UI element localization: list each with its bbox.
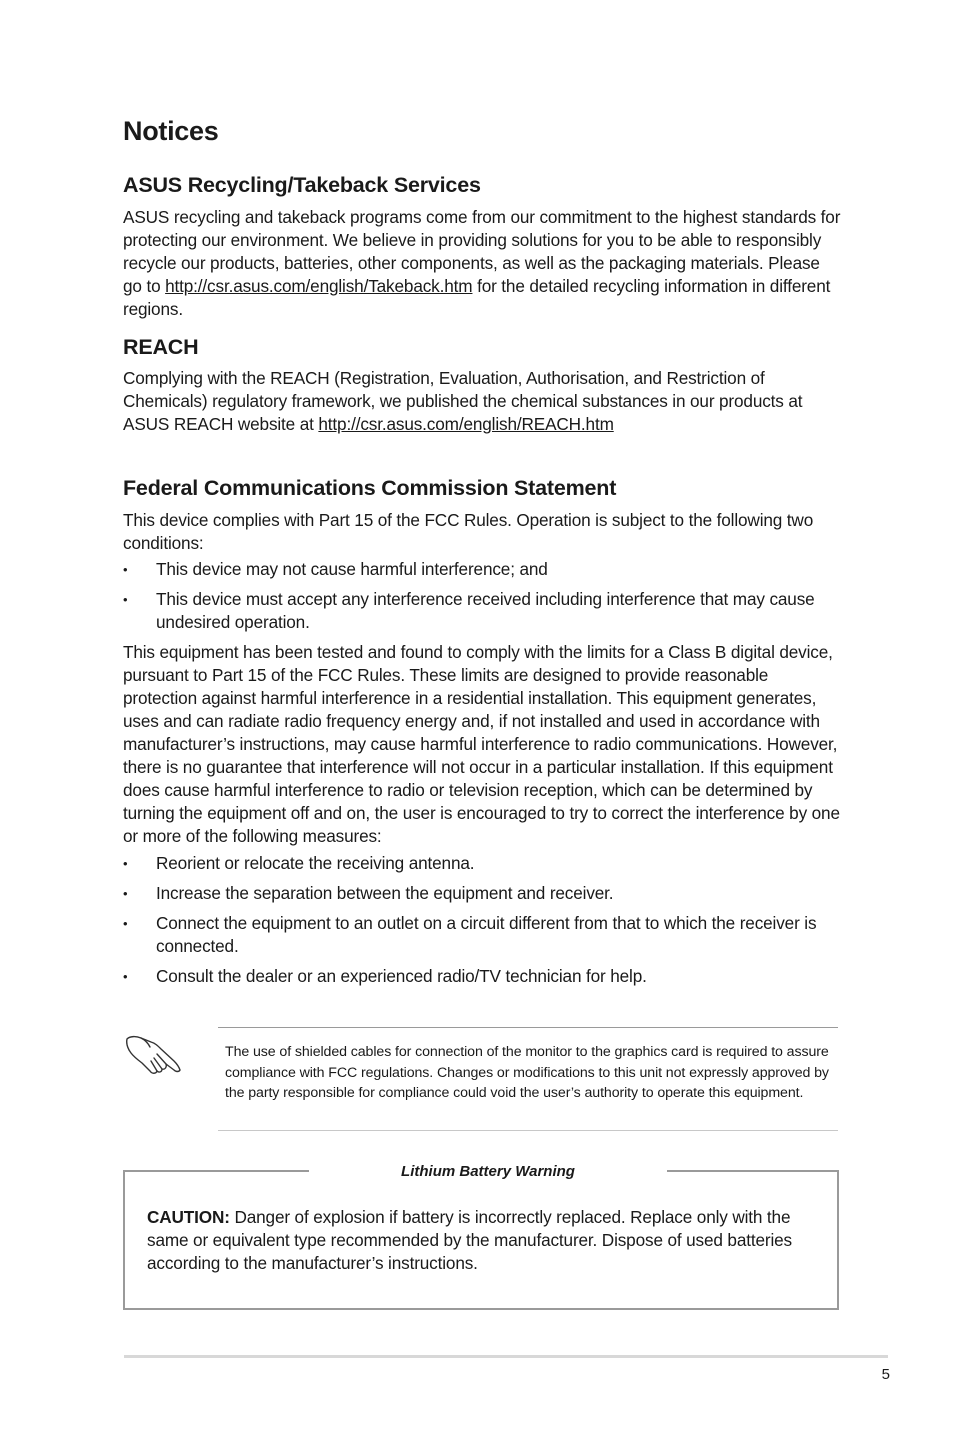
reach-link[interactable]: http://csr.asus.com/english/REACH.htm bbox=[318, 414, 614, 434]
bullet-glyph: • bbox=[123, 916, 128, 931]
page-title: Notices bbox=[123, 116, 219, 146]
list-item: • Increase the separation between the equipment and receiver. bbox=[123, 883, 614, 903]
list-item: • This device must accept any interference received including interference that may cause undesired operation. bbox=[123, 589, 815, 632]
bullet-glyph: • bbox=[123, 886, 128, 901]
recycling-heading: ASUS Recycling/Takeback Services bbox=[123, 173, 481, 197]
reach-heading: REACH bbox=[123, 335, 199, 359]
fcc-measures-list bbox=[123, 852, 843, 995]
takeback-link[interactable]: http://csr.asus.com/english/Takeback.htm bbox=[165, 276, 473, 296]
pointing-hand-icon bbox=[124, 1030, 184, 1076]
battery-warning-title: Lithium Battery Warning bbox=[401, 1163, 575, 1180]
bullet-glyph: • bbox=[123, 969, 128, 984]
recycling-text-after: for the detailed recycling information in different regions. bbox=[123, 276, 831, 319]
reach-text-before: Complying with the REACH (Registration, Evaluation, Authorisation, and Restriction of Chemicals) regulatory framework, we published the chemical substances in our products at ASUS REACH website at bbox=[123, 368, 803, 434]
fcc-heading: Federal Communications Commission Statement bbox=[123, 476, 617, 500]
note-text: The use of shielded cables for connection of the monitor to the graphics card is required to assure compliance with FCC regulations. Changes or modifications to this unit not expressly approved by the party responsible for compliance could void the user’s authority to operate this equipment. bbox=[225, 1044, 829, 1101]
list-item: • Consult the dealer or an experienced radio/TV technician for help. bbox=[123, 966, 647, 986]
bullet-glyph: • bbox=[123, 856, 128, 871]
recycling-text-before: ASUS recycling and takeback programs come from our commitment to the highest standards for protecting our environment. We believe in providing solutions for you to be able to responsibly recycle our products, batteries, other components, as well as the packaging materials. Please go to bbox=[123, 207, 841, 296]
list-item: • Reorient or relocate the receiving antenna. bbox=[123, 853, 475, 873]
list-item: • Connect the equipment to an outlet on a circuit different from that to which the receiver is connected. bbox=[123, 913, 817, 956]
warning-border-right bbox=[667, 1170, 839, 1172]
reach-paragraph bbox=[123, 367, 843, 436]
battery-caution-text: CAUTION: Danger of explosion if battery is incorrectly replaced. Replace only with the same or equivalent type recommended by the manufacturer. Dispose of used batteries according to the manufacturer’s instructions. bbox=[147, 1207, 793, 1273]
fcc-body: This equipment has been tested and found to comply with the limits for a Class B digital device, pursuant to Part 15 of the FCC Rules. These limits are designed to provide reasonable protection against harmful interference in a residential installation. This equipment generates, uses and can radiate radio frequency energy and, if not installed and used in accordance with manufacturer’s instructions, may cause harmful interference to radio communications. However, there is no guarantee that interference will not occur in a particular installation. If this equipment does cause harmful interference to radio or television reception, which can be determined by turning the equipment off and on, the user is encouraged to try to correct the interference by one or more of the following measures: bbox=[123, 642, 840, 846]
bullet-glyph: • bbox=[123, 592, 128, 607]
bullet-glyph: • bbox=[123, 562, 128, 577]
note-box bbox=[218, 1027, 838, 1131]
recycling-paragraph bbox=[123, 206, 843, 321]
footer-divider bbox=[124, 1355, 888, 1358]
caution-label: CAUTION: bbox=[147, 1207, 230, 1227]
list-item: • This device may not cause harmful interference; and bbox=[123, 559, 548, 579]
warning-border-left bbox=[123, 1170, 309, 1172]
fcc-intro: This device complies with Part 15 of the FCC Rules. Operation is subject to the following two conditions: bbox=[123, 510, 814, 553]
fcc-conditions-list bbox=[123, 558, 843, 641]
page-number: 5 bbox=[881, 1366, 890, 1383]
